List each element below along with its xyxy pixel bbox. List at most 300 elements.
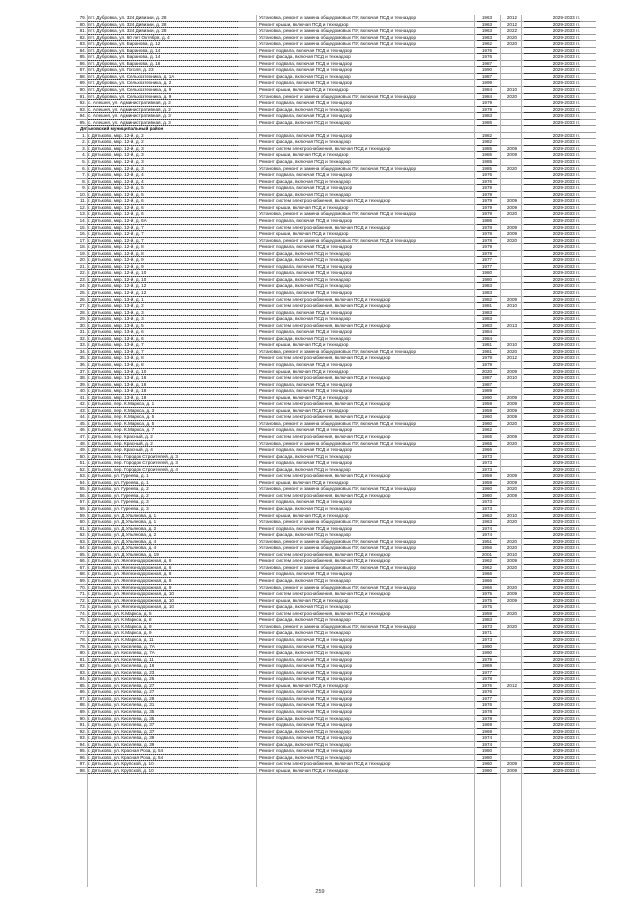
period-cell: 2029-2033 гг. — [524, 421, 580, 428]
address-cell: пгт. Дубровка, ул. Баранова, д. 14 — [88, 54, 238, 61]
work-type-cell: Ремонт фасада, включая ПСД и технадзор — [259, 630, 351, 636]
row-number: 1. — [82, 132, 86, 138]
year-cell: 1983 — [477, 323, 497, 330]
year-cell: 1985 — [477, 166, 497, 173]
row-number: 29. — [79, 316, 86, 322]
period-cell: 2029-2033 гг. — [524, 414, 580, 421]
period-cell: 2029-2033 гг. — [524, 185, 580, 192]
year-cell: 1990 — [477, 67, 497, 74]
year-cell: 1977 — [477, 264, 497, 271]
year-cell: 1980 — [477, 748, 497, 755]
period-cell: 2029-2033 гг. — [524, 578, 580, 585]
address-cell: с. Алешня, ул. Административная, д. 2 — [88, 100, 238, 107]
year-cell: 1979 — [477, 100, 497, 107]
address-cell: с. Алешня, ул. Административная, д. 3 — [88, 113, 238, 120]
work-type-cell: Ремонт подвала, включая ПСД и технадзор — [259, 427, 353, 433]
row-number: 91. — [79, 722, 86, 728]
work-type-cell: Установка, ремонт и замена общедомовых ПУ, включая ПСД и техназдор — [259, 519, 417, 525]
last-repair-cell: 2012 — [506, 682, 518, 688]
address-cell: г. Дятьково, мкр. 12-й, д. 3 — [88, 152, 238, 159]
address-cell: г. Дятьково, ул. Гуреева, д. 3 — [88, 506, 238, 513]
address-cell: г. Дятьково, ул. Киселева, д. 23 — [88, 670, 238, 677]
period-cell: 2029-2033 гг. — [524, 107, 580, 114]
address-cell: г. Дятьково, ул. Киселева, д. 7А — [88, 650, 238, 657]
address-cell: г. Дятьково, ул. Киселева, д. 37 — [88, 729, 238, 736]
address-cell: г. Дятьково, мкр. 13-й, д. 6 — [88, 336, 238, 343]
last-repair-cell: 2009 — [506, 591, 518, 597]
period-cell: 2029-2033 гг. — [524, 447, 580, 454]
period-cell: 2029-2033 гг. — [524, 94, 580, 101]
year-cell: 1983 — [477, 617, 497, 624]
row-number: 49. — [79, 447, 86, 453]
work-type-cell: Ремонт подвала, включая ПСД и технадзор — [259, 748, 353, 754]
period-cell: 2029-2033 гг. — [524, 198, 580, 205]
period-cell: 2029-2033 гг. — [524, 657, 580, 664]
row-number: 69. — [79, 578, 86, 584]
work-type-cell: Ремонт подвала, включая ПСД и технадзор — [259, 309, 353, 315]
year-cell: 1984 — [477, 336, 497, 343]
row-number: 10. — [79, 191, 86, 197]
period-cell: 2029-2033 гг. — [524, 624, 580, 631]
year-cell: 1965 — [477, 434, 497, 441]
row-number: 80. — [79, 650, 86, 656]
year-cell: 1969 — [477, 663, 497, 670]
address-cell: пгт. Дубровка, ул. Сельхозтехника, д. 9 — [88, 94, 238, 101]
year-cell: 2001 — [477, 552, 497, 559]
work-type-cell: Ремонт подвала, включая ПСД и технадзор — [259, 636, 353, 642]
period-cell: 2029-2033 гг. — [524, 768, 580, 775]
work-type-cell: Ремонт подвала, включая ПСД и технадзор — [259, 643, 353, 649]
year-cell: 1960 — [477, 421, 497, 428]
year-cell: 1975 — [477, 598, 497, 605]
row-number: 43. — [79, 407, 86, 413]
address-cell: г. Дятьково, мкр. 13-й, д. 3 — [88, 316, 238, 323]
year-cell: 1973 — [477, 637, 497, 644]
column-divider — [474, 15, 475, 887]
row-number: 66. — [79, 558, 86, 564]
year-cell: 1990 — [477, 644, 497, 651]
last-repair-cell: 2009 — [506, 204, 518, 210]
row-number: 28. — [79, 309, 86, 315]
address-cell: г. Дятьково, ул. Железнодорожная, д. 6 — [88, 558, 238, 565]
row-number: 23. — [79, 276, 86, 282]
period-cell: 2029-2033 гг. — [524, 15, 580, 22]
row-number: 86. — [79, 689, 86, 695]
year-cell: 1979 — [477, 107, 497, 114]
row-number: 72. — [79, 597, 86, 603]
year-cell: 1981 — [477, 342, 497, 349]
work-type-cell: Ремонт подвала, включая ПСД и технадзор — [259, 80, 353, 86]
period-cell: 2029-2033 гг. — [524, 257, 580, 264]
last-repair-cell: 2009 — [506, 401, 518, 407]
address-cell: г. Дятьково, ул. Киселева, д. 35 — [88, 716, 238, 723]
row-number: 21. — [79, 263, 86, 269]
address-cell: г. Дятьково, пер. Городок Строителей, д. 3 — [88, 454, 238, 461]
period-cell: 2029-2033 гг. — [524, 225, 580, 232]
address-cell: пгт. Дубровка, ул. 324 Дивизии, д. 28 — [88, 22, 238, 29]
address-cell: г. Дятьково, ул. Киселева, д. 31 — [88, 702, 238, 709]
last-repair-cell: 2009 — [506, 198, 518, 204]
year-cell: 1959 — [477, 480, 497, 487]
year-cell: 1962 — [477, 41, 497, 48]
year-cell: 1959 — [477, 611, 497, 618]
address-cell: г. Дятьково, мкр. 12-й, д. 9 — [88, 257, 238, 264]
last-repair-cell: 2009 — [506, 767, 518, 773]
period-cell: 2029-2033 гг. — [524, 362, 580, 369]
year-cell: 1986 — [477, 218, 497, 225]
address-cell: г. Дятьково, ул. Гуреева, д. 2 — [88, 493, 238, 500]
address-cell: пгт. Дубровка, ул. Баранова, д. 12 — [88, 41, 238, 48]
work-type-cell: Ремонт подвала, включая ПСД и технадзор — [259, 270, 353, 276]
period-cell: 2029-2033 гг. — [524, 22, 580, 29]
address-cell: пгт. Дубровка, ул. Гоголя, д. 23 — [88, 67, 238, 74]
period-cell: 2029-2033 гг. — [524, 316, 580, 323]
work-type-cell: Ремонт подвала, включая ПСД и технадзор — [259, 172, 353, 178]
work-type-cell: Ремонт подвала, включая ПСД и технадзор — [259, 60, 353, 66]
address-cell: г. Дятьково, ул. Д.Ульянова, д. 4 — [88, 539, 238, 546]
period-cell: 2029-2033 гг. — [524, 644, 580, 651]
period-cell: 2029-2033 гг. — [524, 270, 580, 277]
address-cell: г. Дятьково, мкр. 12-й, д. 9 — [88, 264, 238, 271]
row-number: 4. — [82, 152, 86, 158]
year-cell: 1976 — [477, 683, 497, 690]
last-repair-cell: 2010 — [506, 375, 518, 381]
year-cell: 1963 — [477, 513, 497, 520]
table-row — [76, 768, 596, 775]
year-cell: 1979 — [477, 211, 497, 218]
year-cell: 1962 — [477, 427, 497, 434]
address-cell: г. Дятьково, ул. Крупской, д. 10 — [88, 761, 238, 768]
year-cell: 1973 — [477, 460, 497, 467]
year-cell: 1959 — [477, 408, 497, 415]
address-cell: г. Дятьково, ул. Железнодорожная, д. 10 — [88, 604, 238, 611]
period-cell: 2029-2033 гг. — [524, 238, 580, 245]
row-number: 82. — [79, 34, 86, 40]
last-repair-cell: 2012 — [506, 21, 518, 27]
year-cell: 1985 — [477, 152, 497, 159]
address-cell: г. Дятьково, ул. Д.Ульянова, д. 2 — [88, 532, 238, 539]
row-number: 53. — [79, 473, 86, 479]
address-cell: г. Дятьково, мкр. 12-й, д. 12 — [88, 290, 238, 297]
year-cell: 1974 — [477, 532, 497, 539]
work-type-cell: Ремонт крыши, включая ПСД и технадзор — [259, 767, 349, 773]
year-cell: 1979 — [477, 185, 497, 192]
work-type-cell: Установка, ремонт и замена общедомовых ПУ, включая ПСД и техназдор — [259, 34, 417, 40]
period-cell: 2029-2033 гг. — [524, 35, 580, 42]
address-cell: г. Дятьково, ул. Крупской, д. 10 — [88, 768, 238, 775]
address-cell: г. Дятьково, мкр. 12-й, д. 5 — [88, 192, 238, 199]
address-cell: г. Дятьково, ул. Киселева, д. 37 — [88, 722, 238, 729]
work-type-cell: Ремонт крыши, включая ПСД и технадзор — [259, 682, 349, 688]
period-cell: 2029-2033 гг. — [524, 277, 580, 284]
period-cell: 2029-2033 гг. — [524, 388, 580, 395]
period-cell: 2029-2033 гг. — [524, 683, 580, 690]
last-repair-cell: 2020 — [506, 519, 518, 525]
period-cell: 2029-2033 гг. — [524, 264, 580, 271]
year-cell: 1980 — [477, 277, 497, 284]
work-type-cell: Установка, ремонт и замена общедомовых ПУ, включая ПСД и техназдор — [259, 41, 417, 47]
last-repair-cell: 2010 — [506, 303, 518, 309]
year-cell: 1985 — [477, 146, 497, 153]
year-cell: 1969 — [477, 722, 497, 729]
row-number: 7. — [82, 172, 86, 178]
address-cell: г. Дятьково, мкр. 12-й, д. 5 — [88, 185, 238, 192]
work-type-cell: Ремонт фасада, включая ПСД и технадзор — [259, 506, 351, 512]
address-cell: г. Дятьково, пер. К.Маркса, д. 3 — [88, 408, 238, 415]
year-cell: 1963 — [477, 22, 497, 29]
year-cell: 1969 — [477, 729, 497, 736]
work-type-cell: Ремонт фасада, включая ПСД и технадзор — [259, 250, 351, 256]
address-cell: г. Дятьково, ул. К.Маркса, д. 8 — [88, 617, 238, 624]
address-cell: г. Дятьково, мкр. 12-й, д. 3 — [88, 159, 238, 166]
address-cell: г. Дятьково, мкр. 12-й, д. 6 — [88, 198, 238, 205]
year-cell: 1978 — [477, 231, 497, 238]
address-cell: г. Дятьково, мкр. 12-й, д. 7 — [88, 231, 238, 238]
year-cell: 1966 — [477, 585, 497, 592]
work-type-cell: Ремонт подвала, включая ПСД и технадзор — [259, 525, 353, 531]
address-cell: г. Дятьково, ул. Киселева, д. 35 — [88, 709, 238, 716]
row-number: 9. — [82, 185, 86, 191]
year-cell: 1982 — [477, 297, 497, 304]
year-cell: 1966 — [477, 447, 497, 454]
work-type-cell: Установка, ремонт и замена общедомовых ПУ, включая ПСД и техназдор — [259, 211, 417, 217]
address-cell: г. Дятьково, мкр. 12-й, д. 7 — [88, 238, 238, 245]
last-repair-cell: 2020 — [506, 623, 518, 629]
period-cell: 2029-2033 гг. — [524, 218, 580, 225]
work-type-cell: Ремонт подвала, включая ПСД и технадзор — [259, 571, 353, 577]
row-number: 88. — [79, 73, 86, 79]
address-cell: г. Дятьково, ул. Д.Ульянова, д. 2 — [88, 526, 238, 533]
address-cell: с. Алешня, ул. Административная, д. 3 — [88, 120, 238, 127]
row-number: 70. — [79, 584, 86, 590]
row-number: 26. — [79, 296, 86, 302]
address-cell: г. Дятьково, мкр. 12-й, д. 4 — [88, 179, 238, 186]
row-number: 22. — [79, 270, 86, 276]
period-cell: 2029-2033 гг. — [524, 558, 580, 565]
row-number: 75. — [79, 617, 86, 623]
period-cell: 2029-2033 гг. — [524, 742, 580, 749]
row-number: 89. — [79, 80, 86, 86]
period-cell: 2029-2033 гг. — [524, 349, 580, 356]
last-repair-cell: 2020 — [506, 41, 518, 47]
period-cell: 2029-2033 гг. — [524, 513, 580, 520]
year-cell: 1974 — [477, 742, 497, 749]
row-number: 2. — [82, 139, 86, 145]
work-type-cell: Установка, ремонт и замена общедомовых ПУ, включая ПСД и техназдор — [259, 165, 417, 171]
period-cell: 2029-2033 гг. — [524, 506, 580, 513]
period-cell: 2029-2033 гг. — [524, 486, 580, 493]
column-divider — [87, 15, 88, 887]
row-number: 40. — [79, 388, 86, 394]
row-number: 15. — [79, 224, 86, 230]
work-type-cell: Ремонт фасада, включая ПСД и технадзор — [259, 191, 351, 197]
period-cell: 2029-2033 гг. — [524, 637, 580, 644]
work-type-cell: Ремонт подвала, включая ПСД и технадзор — [259, 735, 353, 741]
period-cell: 2029-2033 гг. — [524, 493, 580, 500]
work-type-cell: Ремонт крыши, включая ПСД и технадзор — [259, 152, 349, 158]
work-type-cell: Ремонт систем электроснабжения, включая ПСД и технадзор — [259, 473, 391, 479]
work-type-cell: Ремонт подвала, включая ПСД и технадзор — [259, 329, 353, 335]
last-repair-cell: 2009 — [506, 407, 518, 413]
work-type-cell: Установка, ремонт и замена общедомовых ПУ, включая ПСД и техназдор — [259, 348, 417, 354]
last-repair-cell: 2020 — [506, 34, 518, 40]
period-cell: 2029-2033 гг. — [524, 480, 580, 487]
row-number: 91. — [79, 93, 86, 99]
address-cell: г. Дятьково, пер. К.Маркса, д. 5 — [88, 414, 238, 421]
year-cell: 1976 — [477, 54, 497, 61]
row-number: 48. — [79, 440, 86, 446]
row-number: 94. — [79, 113, 86, 119]
row-number: 95. — [79, 748, 86, 754]
period-cell: 2029-2033 гг. — [524, 755, 580, 762]
address-cell: г. Дятьково, мкр. 12-й, д. 4 — [88, 172, 238, 179]
work-type-cell: Установка, ремонт и замена общедомовых ПУ, включая ПСД и техназдор — [259, 538, 417, 544]
address-cell: г. Дятьково, пер. Красный, д. 2 — [88, 441, 238, 448]
row-number: 56. — [79, 492, 86, 498]
year-cell: 1979 — [477, 362, 497, 369]
work-type-cell: Ремонт подвала, включая ПСД и технадзор — [259, 689, 353, 695]
row-number: 98. — [79, 767, 86, 773]
address-cell: г. Дятьково, мкр. 13-й, д. 3 — [88, 310, 238, 317]
work-type-cell: Ремонт крыши, включая ПСД и технадзор — [259, 479, 349, 485]
work-type-cell: Ремонт систем электроснабжения, включая ПСД и технадзор — [259, 434, 391, 439]
row-number: 25. — [79, 289, 86, 295]
work-type-cell: Ремонт крыши, включая ПСД и технадзор — [259, 21, 349, 27]
year-cell: 1976 — [477, 702, 497, 709]
year-cell: 1963 — [477, 15, 497, 22]
year-cell: 1960 — [477, 493, 497, 500]
year-cell: 1979 — [477, 355, 497, 362]
period-cell: 2029-2033 гг. — [524, 323, 580, 330]
year-cell: 1974 — [477, 735, 497, 742]
row-number: 6. — [82, 165, 86, 171]
row-number: 39. — [79, 381, 86, 387]
period-cell: 2029-2033 гг. — [524, 166, 580, 173]
year-cell: 1973 — [477, 454, 497, 461]
work-type-cell: Установка, ремонт и замена общедомовых ПУ, включая ПСД и техназдор — [259, 545, 417, 551]
work-type-cell: Ремонт систем электроснабжения, включая ПСД и технадзор — [259, 414, 391, 420]
year-cell: 1951 — [477, 539, 497, 546]
period-cell: 2029-2033 гг. — [524, 650, 580, 657]
address-cell: г. Дятьково, мкр. 13-й, д. 7 — [88, 349, 238, 356]
row-number: 82. — [79, 663, 86, 669]
row-number: 84. — [79, 47, 86, 53]
year-cell: 1975 — [477, 604, 497, 611]
year-cell: 1977 — [477, 696, 497, 703]
work-type-cell: Установка, ремонт и замена общедомовых ПУ, включая ПСД и техназдор — [259, 440, 417, 446]
year-cell: 1999 — [477, 80, 497, 87]
period-cell: 2029-2033 гг. — [524, 342, 580, 349]
address-cell: г. Дятьково, ул. Д.Ульянова, д. 1 — [88, 519, 238, 526]
work-type-cell: Ремонт подвала, включая ПСД и технадзор — [259, 244, 353, 250]
work-type-cell: Ремонт систем электроснабжения, включая ПСД и технадзор — [259, 355, 391, 361]
year-cell: 1963 — [477, 28, 497, 35]
period-cell: 2029-2033 гг. — [524, 526, 580, 533]
row-number: 17. — [79, 237, 86, 243]
work-type-cell: Ремонт подвала, включая ПСД и технадзор — [259, 47, 353, 53]
row-number: 86. — [79, 60, 86, 66]
period-cell: 2029-2033 гг. — [524, 441, 580, 448]
period-cell: 2029-2033 гг. — [524, 761, 580, 768]
period-cell: 2029-2033 гг. — [524, 552, 580, 559]
period-cell: 2029-2033 гг. — [524, 689, 580, 696]
row-number: 42. — [79, 401, 86, 407]
work-type-cell: Ремонт крыши, включая ПСД и технадзор — [259, 512, 349, 518]
period-cell: 2029-2033 гг. — [524, 133, 580, 140]
last-repair-cell: 2012 — [506, 355, 518, 361]
period-cell: 2029-2033 гг. — [524, 100, 580, 107]
period-cell: 2029-2033 гг. — [524, 499, 580, 506]
period-cell: 2029-2033 гг. — [524, 283, 580, 290]
work-type-cell: Ремонт фасада, включая ПСД и технадзор — [259, 466, 351, 472]
period-cell: 2029-2033 гг. — [524, 87, 580, 94]
work-type-cell: Ремонт подвала, включая ПСД и технадзор — [259, 708, 353, 714]
period-cell: 2029-2033 гг. — [524, 375, 580, 382]
row-number: 64. — [79, 545, 86, 551]
row-number: 79. — [79, 15, 86, 20]
period-cell: 2029-2033 гг. — [524, 329, 580, 336]
work-type-cell: Установка, ремонт и замена общедомовых ПУ, включая ПСД и техназдор — [259, 564, 417, 570]
period-cell: 2029-2033 гг. — [524, 611, 580, 618]
year-cell: 1965 — [477, 441, 497, 448]
period-cell: 2029-2033 гг. — [524, 159, 580, 166]
period-cell: 2029-2033 гг. — [524, 80, 580, 87]
work-type-cell: Ремонт подвала, включая ПСД и технадзор — [259, 447, 353, 453]
period-cell: 2029-2033 гг. — [524, 571, 580, 578]
address-cell: пгт. Дубровка, ул. 324 Дивизии, д. 28 — [88, 28, 238, 35]
row-number: 71. — [79, 591, 86, 597]
address-cell: г. Дятьково, ул. Гуреева, д. 1 — [88, 473, 238, 480]
work-type-cell: Ремонт систем электроснабжения, включая ПСД и технадзор — [259, 322, 391, 328]
year-cell: 1987 — [477, 61, 497, 68]
period-cell: 2029-2033 гг. — [524, 663, 580, 670]
period-cell: 2029-2033 гг. — [524, 172, 580, 179]
row-number: 20. — [79, 257, 86, 263]
work-type-cell: Ремонт подвала, включая ПСД и технадзор — [259, 702, 353, 708]
address-cell: г. Дятьково, ул. Киселева, д. 39 — [88, 735, 238, 742]
last-repair-cell: 2009 — [506, 152, 518, 158]
year-cell: 1960 — [477, 761, 497, 768]
work-type-cell: Установка, ремонт и замена общедомовых ПУ, включая ПСД и техназдор — [259, 237, 417, 243]
period-cell: 2029-2033 гг. — [524, 146, 580, 153]
address-cell: г. Дятьково, ул. Д.Ульянова, д. 1 — [88, 513, 238, 520]
address-cell: г. Дятьково, мкр. 12-й, д. 2 — [88, 133, 238, 140]
row-number: 88. — [79, 702, 86, 708]
work-type-cell: Установка, ремонт и замена общедомовых ПУ, включая ПСД и техназдор — [259, 28, 417, 34]
address-cell: г. Дятьково, мкр. 12-й, д. 6А — [88, 218, 238, 225]
last-repair-cell: 2009 — [506, 558, 518, 564]
address-cell: пгт. Дубровка, ул. Сельхозтехника, д. 1А — [88, 74, 238, 81]
work-type-cell: Ремонт систем электроснабжения, включая ПСД и технадзор — [259, 401, 391, 407]
last-repair-cell: 2020 — [506, 211, 518, 217]
year-cell: 1983 — [477, 283, 497, 290]
row-number: 74. — [79, 610, 86, 616]
row-number: 44. — [79, 414, 86, 420]
address-cell: г. Дятьково, ул. Киселева, д. 39 — [88, 742, 238, 749]
period-cell: 2029-2033 гг. — [524, 598, 580, 605]
year-cell: 1973 — [477, 467, 497, 474]
work-type-cell: Ремонт крыши, включая ПСД и технадзор — [259, 231, 349, 237]
year-cell: 1982 — [477, 139, 497, 146]
last-repair-cell: 2009 — [506, 394, 518, 400]
address-cell: г. Дятьково, мкр. 12-й, д. 2 — [88, 139, 238, 146]
period-cell: 2029-2033 гг. — [524, 532, 580, 539]
row-number: 79. — [79, 643, 86, 649]
period-cell: 2029-2033 гг. — [524, 48, 580, 55]
period-cell: 2029-2033 гг. — [524, 67, 580, 74]
column-divider — [521, 15, 522, 887]
year-cell: 1976 — [477, 689, 497, 696]
